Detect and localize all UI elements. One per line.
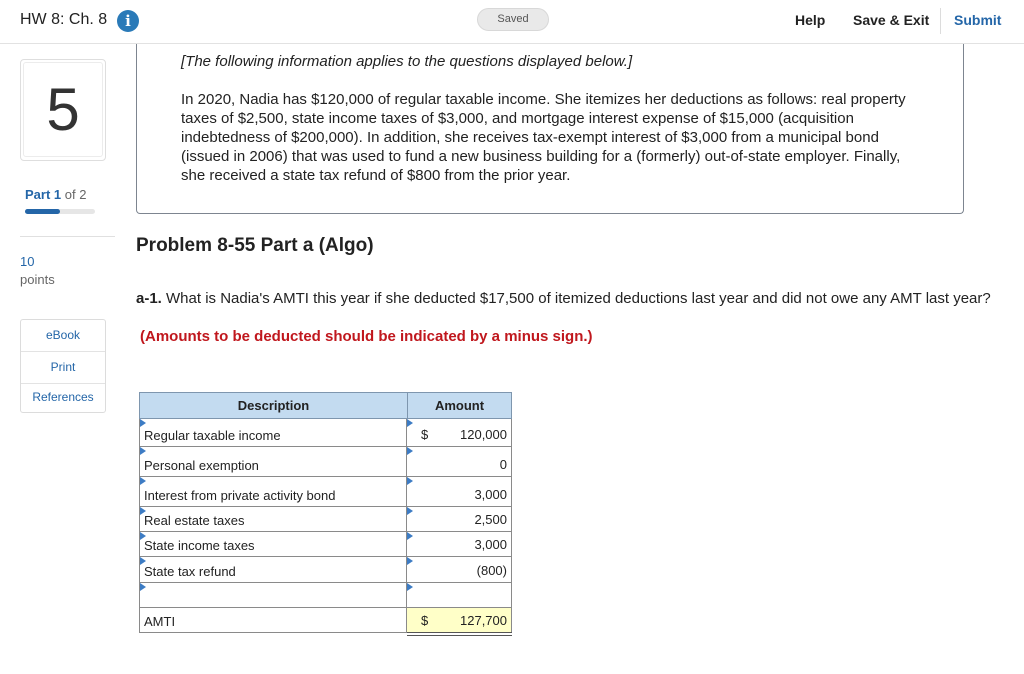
question-text	[136, 290, 1006, 308]
points-value: 10	[20, 254, 35, 269]
assignment-title: HW 8: Ch. 8	[20, 11, 108, 28]
dropdown-marker-icon	[407, 419, 413, 427]
info-intro: [The following information applies to the questions displayed below.]	[181, 53, 633, 70]
part-progress-fill	[25, 209, 60, 214]
amount-input[interactable]: $ 120,000	[407, 419, 512, 447]
description-input[interactable]: State income taxes	[139, 532, 407, 557]
sidebar-divider	[20, 236, 115, 237]
total-amount: $ 127,700	[407, 608, 512, 633]
ebook-link[interactable]: eBook	[21, 320, 105, 352]
part-word: Part	[25, 187, 51, 202]
description-header: Description	[140, 393, 408, 418]
resource-links	[20, 319, 106, 413]
dropdown-marker-icon	[140, 419, 146, 427]
help-button[interactable]: Help	[795, 12, 826, 28]
amount-input[interactable]	[407, 583, 512, 608]
table-row	[139, 447, 512, 477]
dropdown-marker-icon	[140, 477, 146, 485]
submit-button[interactable]: Submit	[954, 12, 1002, 28]
amount-input[interactable]: 0	[407, 447, 512, 477]
dropdown-marker-icon	[407, 447, 413, 455]
saved-status-badge: Saved	[477, 8, 549, 31]
table-header	[139, 392, 512, 419]
dropdown-marker-icon	[140, 583, 146, 591]
description-input[interactable]: Personal exemption	[139, 447, 407, 477]
amount-input[interactable]: (800)	[407, 557, 512, 583]
total-double-rule	[407, 632, 512, 636]
part-progress-bar	[25, 209, 95, 214]
description-input[interactable]: State tax refund	[139, 557, 407, 583]
question-body: What is Nadia's AMTI this year if she deducted $17,500 of itemized deductions last year and did not owe any AMT last year?	[161, 290, 991, 307]
problem-title: Problem 8-55 Part a (Algo)	[136, 235, 374, 256]
description-input[interactable]: Real estate taxes	[139, 507, 407, 532]
amount-header: Amount	[434, 398, 485, 413]
question-number-inner	[23, 62, 103, 157]
dropdown-marker-icon	[407, 507, 413, 515]
table-row	[139, 419, 512, 447]
save-exit-button[interactable]: Save & Exit	[853, 12, 930, 28]
table-row	[139, 477, 512, 507]
question-label: a-1.	[136, 290, 162, 307]
description-input[interactable]	[139, 583, 407, 608]
table-row	[139, 507, 512, 532]
part-total: of 2	[64, 187, 87, 202]
question-number: 5	[46, 76, 80, 143]
instruction-text: (Amounts to be deducted should be indicated by a minus sign.)	[140, 328, 593, 345]
part-indicator	[25, 187, 86, 202]
total-description: AMTI	[139, 608, 407, 633]
part-current: 1	[53, 187, 62, 202]
table-row	[139, 532, 512, 557]
description-input[interactable]: Interest from private activity bond	[139, 477, 407, 507]
question-number-card	[20, 59, 106, 161]
dropdown-marker-icon	[407, 532, 413, 540]
table-row	[139, 583, 512, 608]
references-link[interactable]: References	[32, 390, 94, 404]
info-icon[interactable]: i	[117, 10, 139, 32]
dropdown-marker-icon	[407, 583, 413, 591]
amount-input[interactable]: 3,000	[407, 532, 512, 557]
dropdown-marker-icon	[140, 447, 146, 455]
amount-input[interactable]: 2,500	[407, 507, 512, 532]
amount-input[interactable]: 3,000	[407, 477, 512, 507]
shared-info-box	[136, 44, 964, 214]
top-bar	[0, 0, 1024, 44]
dropdown-marker-icon	[407, 557, 413, 565]
description-input[interactable]: Regular taxable income	[139, 419, 407, 447]
nav-divider	[940, 8, 941, 34]
print-link[interactable]: Print	[21, 352, 105, 384]
points-label: points	[20, 272, 55, 287]
dropdown-marker-icon	[407, 477, 413, 485]
table-row	[139, 557, 512, 583]
total-row	[139, 608, 512, 633]
info-body: In 2020, Nadia has $120,000 of regular taxable income. She itemizes her deductions as follows: real property taxes of $2,500, state income taxes of $3,000, and mortgage interest expense of $15,000 (acquisition indebtedness of $200,000). In addition, she receives tax-exempt interest of $3,000 from a municipal bond (issued in 2006) that was used to fund a new business building for a (formerly) out-of-state employer. Finally, she received a state tax refund of $800 from the prior year.	[181, 91, 906, 184]
